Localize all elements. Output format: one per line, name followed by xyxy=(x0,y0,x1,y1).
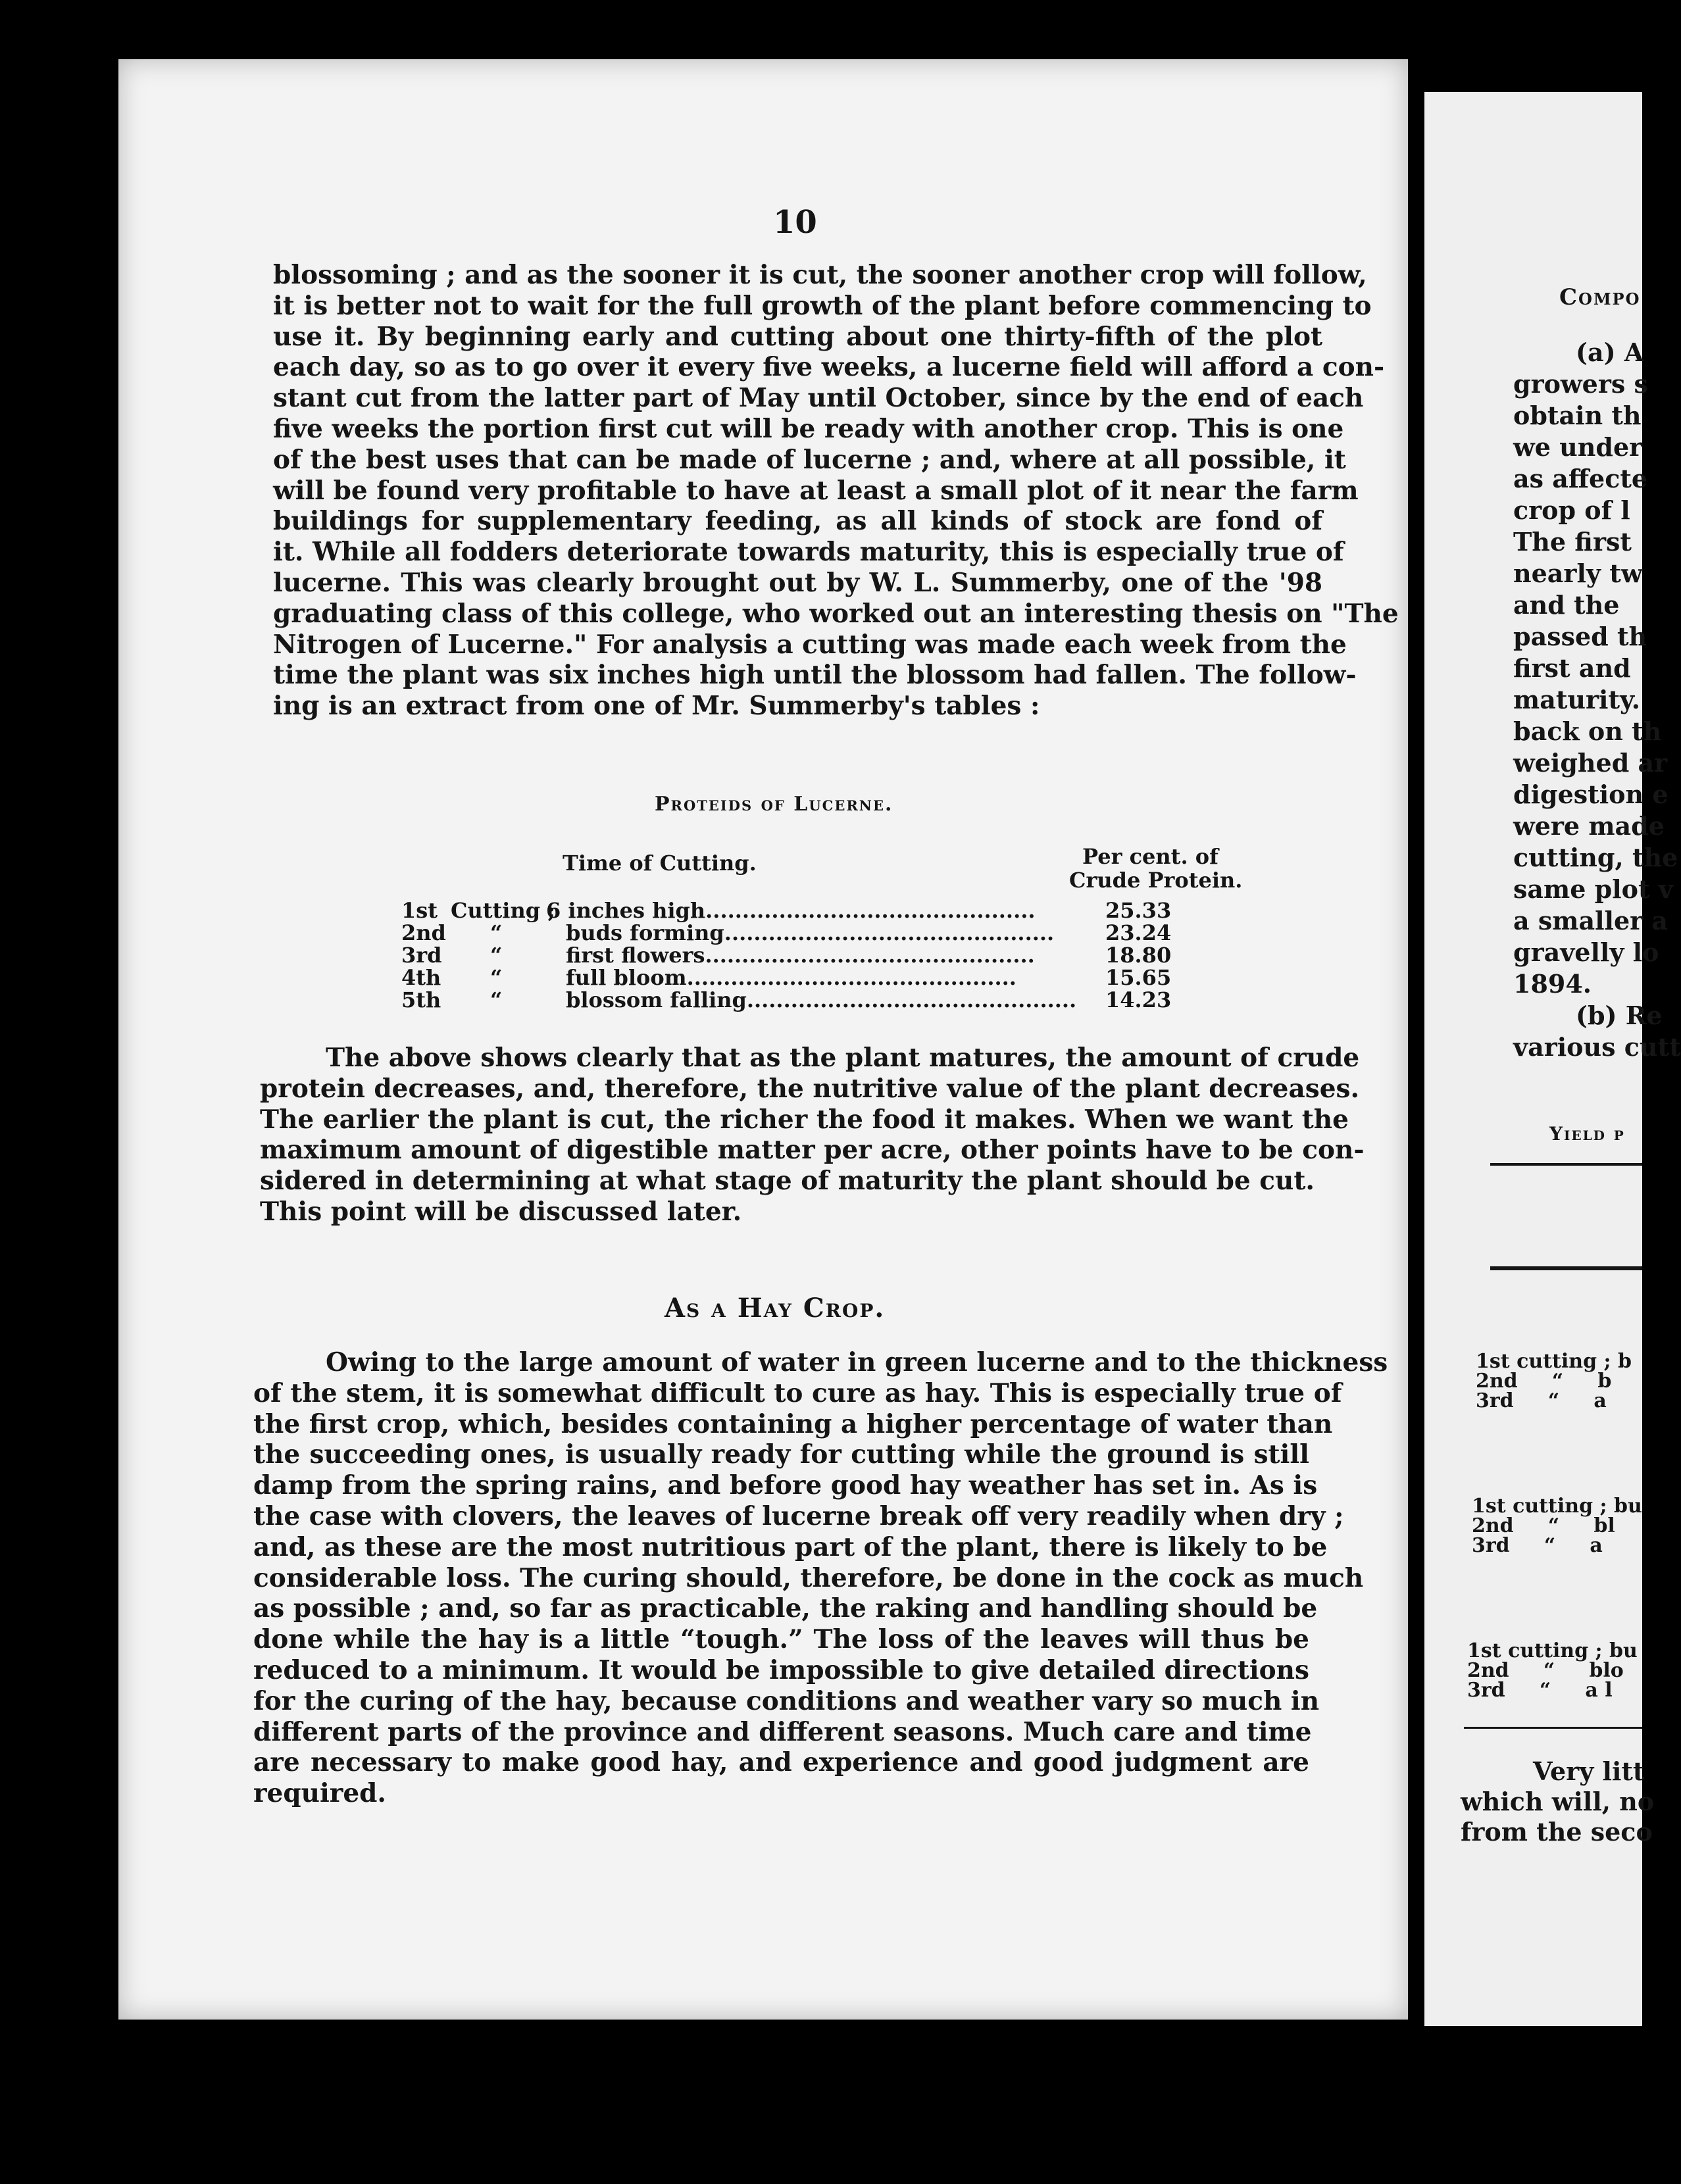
text-line: reduced to a minimum. It would be impossible to give detailed directions xyxy=(253,1654,1309,1685)
text-line: graduating class of this college, who worked out an interesting thesis on "The xyxy=(273,598,1399,629)
yield-group xyxy=(1467,1641,1638,1700)
yield-row: 3rd “ a xyxy=(1476,1389,1607,1412)
text-line: (b) Re xyxy=(1576,1001,1663,1030)
text-line: of the stem, it is somewhat difficult to cure as hay. This is especially true of xyxy=(253,1377,1342,1408)
text-line: sidered in determining at what stage of maturity the plant should be cut. xyxy=(260,1166,1315,1197)
text-line: each day, so as to go over it every five weeks, a lucerne field will afford a con- xyxy=(273,352,1385,383)
row-value: 15.65 xyxy=(1105,965,1172,990)
text-line: and the xyxy=(1513,590,1620,620)
yield-row: 3rd “ a l xyxy=(1467,1679,1613,1702)
row-value: 23.24 xyxy=(1105,920,1172,945)
section-heading: As a Hay Crop. xyxy=(665,1293,886,1324)
row-stage: 6 inches high............................................. xyxy=(546,898,1036,923)
table-row xyxy=(401,989,1257,1011)
paragraph-hay-crop xyxy=(253,1347,1388,1809)
text-line: various cutt xyxy=(1513,1032,1681,1062)
row-stage: buds forming............................................. xyxy=(566,920,1055,945)
table-row xyxy=(401,899,1257,922)
table-row xyxy=(401,944,1257,966)
yield-row: 1st cutting ; bu xyxy=(1472,1495,1642,1518)
row-mark: Cutting ; xyxy=(451,898,556,923)
text-line: use it. By beginning early and cutting about one thirty-fifth of the plot xyxy=(273,321,1322,352)
row-ordinal: 1st xyxy=(401,898,438,923)
text-line: first and xyxy=(1513,653,1631,683)
yield-heading: Yield p xyxy=(1549,1123,1625,1145)
text-line: considerable loss. The curing should, therefore, be done in the cock as much xyxy=(253,1562,1364,1593)
text-line: for the curing of the hay, because conditions and weather vary so much in xyxy=(253,1685,1320,1716)
text-line: protein decreases, and, therefore, the nutritive value of the plant decreases. xyxy=(260,1073,1360,1104)
text-line: five weeks the portion first cut will be ready with another crop. This is one xyxy=(273,413,1344,444)
text-line: digestion e xyxy=(1513,780,1668,809)
row-stage: first flowers............................................. xyxy=(566,943,1035,968)
text-line: The first xyxy=(1513,527,1632,557)
text-line: we under xyxy=(1513,432,1643,462)
table-rule xyxy=(1490,1266,1642,1270)
yield-group xyxy=(1472,1497,1642,1556)
text-line: (a) A xyxy=(1576,337,1644,367)
text-line: Owing to the large amount of water in green lucerne and to the thickness xyxy=(326,1347,1388,1377)
text-line: were made xyxy=(1513,811,1665,841)
yield-group xyxy=(1476,1352,1632,1411)
text-line: blossoming ; and as the sooner it is cut, the sooner another crop will follow, xyxy=(273,260,1367,290)
text-line: growers s xyxy=(1513,369,1648,399)
text-line: it is better not to wait for the full growth of the plant before commencing to xyxy=(273,290,1372,321)
yield-row: 3rd “ a xyxy=(1472,1534,1603,1557)
text-line: the first crop, which, besides containing a higher percentage of water than xyxy=(253,1408,1333,1439)
right-tail xyxy=(1461,1756,1654,1847)
proteids-table xyxy=(401,845,1257,1030)
paragraph-analysis xyxy=(260,1043,1365,1228)
row-ordinal: 5th xyxy=(401,987,441,1012)
text-line: as possible ; and, so far as practicable, the raking and handling should be xyxy=(253,1593,1318,1624)
paragraph-intro xyxy=(273,260,1399,722)
text-line: are necessary to make good hay, and experience and good judgment are xyxy=(253,1747,1309,1778)
text-line: cutting, the xyxy=(1513,843,1678,872)
text-line: This point will be discussed later. xyxy=(260,1196,742,1227)
row-mark: “ xyxy=(490,965,503,990)
text-line: same plot v xyxy=(1513,874,1673,904)
row-value: 14.23 xyxy=(1105,987,1172,1012)
right-paragraph xyxy=(1513,337,1681,1063)
row-ordinal: 3rd xyxy=(401,943,442,968)
text-line: the succeeding ones, is usually ready for cutting while the ground is still xyxy=(253,1439,1309,1470)
column-header-percent: Per cent. of xyxy=(1082,844,1218,869)
right-page-content xyxy=(1424,92,1681,2026)
text-line: lucerne. This was clearly brought out by W. L. Summerby, one of the '98 xyxy=(273,567,1322,598)
text-line: it. While all fodders deteriorate towards maturity, this is especially true of xyxy=(273,537,1344,568)
row-stage: full bloom............................................. xyxy=(566,965,1016,990)
text-line: maturity. xyxy=(1513,685,1640,714)
row-value: 18.80 xyxy=(1105,943,1172,968)
table-rule xyxy=(1464,1727,1642,1729)
row-mark: “ xyxy=(490,920,503,945)
yield-row: 2nd “ b xyxy=(1476,1370,1612,1393)
yield-row: 2nd “ bl xyxy=(1472,1514,1615,1537)
right-heading: Compo xyxy=(1559,284,1641,310)
text-line: obtain th xyxy=(1513,401,1642,430)
text-line: Very litt xyxy=(1533,1756,1645,1786)
text-line: and, as these are the most nutritious part of the plant, there is likely to be xyxy=(253,1531,1328,1562)
text-line: damp from the spring rains, and before good hay weather has set in. As is xyxy=(253,1470,1318,1501)
table-row xyxy=(401,966,1257,989)
row-mark: “ xyxy=(490,987,503,1012)
text-line: as affecte xyxy=(1513,464,1648,493)
text-line: ing is an extract from one of Mr. Summerby's tables : xyxy=(273,691,1040,722)
text-line: crop of l xyxy=(1513,495,1630,525)
row-ordinal: 4th xyxy=(401,965,441,990)
text-line: nearly tw xyxy=(1513,558,1643,588)
page-number: 10 xyxy=(773,204,817,241)
text-line: back on th xyxy=(1513,716,1662,746)
text-line: will be found very profitable to have at least a small plot of it near the farm xyxy=(273,475,1359,506)
text-line: Nitrogen of Lucerne." For analysis a cutting was made each week from the xyxy=(273,629,1347,660)
table-row xyxy=(401,922,1257,944)
text-line: passed th xyxy=(1513,622,1647,651)
text-line: stant cut from the latter part of May until October, since by the end of each xyxy=(273,383,1364,414)
row-value: 25.33 xyxy=(1105,898,1172,923)
text-line: time the plant was six inches high until the blossom had fallen. The follow- xyxy=(273,660,1357,691)
yield-row: 2nd “ blo xyxy=(1467,1659,1624,1682)
text-line: buildings for supplementary feeding, as all kinds of stock are fond of xyxy=(273,506,1322,537)
column-header-protein: Crude Protein. xyxy=(1069,868,1243,893)
table-title: Proteids of Lucerne. xyxy=(655,793,893,816)
text-line: of the best uses that can be made of lucerne ; and, where at all possible, it xyxy=(273,444,1346,475)
text-line: from the seco xyxy=(1461,1817,1653,1847)
column-header-time: Time of Cutting. xyxy=(563,851,757,876)
text-line: The above shows clearly that as the plant matures, the amount of crude xyxy=(326,1043,1360,1073)
yield-row: 1st cutting ; bu xyxy=(1467,1639,1638,1662)
text-line: the case with clovers, the leaves of lucerne break off very readily when dry ; xyxy=(253,1501,1344,1531)
text-line: a smaller a xyxy=(1513,906,1668,935)
text-line: gravelly lo xyxy=(1513,937,1659,967)
text-line: done while the hay is a little “tough.” The loss of the leaves will thus be xyxy=(253,1624,1309,1655)
table-rule xyxy=(1490,1163,1642,1166)
row-ordinal: 2nd xyxy=(401,920,446,945)
row-stage: blossom falling............................................. xyxy=(566,987,1077,1012)
text-line: which will, no xyxy=(1461,1787,1655,1816)
text-line: 1894. xyxy=(1513,969,1592,999)
text-line: The earlier the plant is cut, the richer the food it makes. When we want the xyxy=(260,1104,1349,1135)
text-line: different parts of the province and different seasons. Much care and time xyxy=(253,1716,1312,1747)
row-mark: “ xyxy=(490,943,503,968)
yield-row: 1st cutting ; b xyxy=(1476,1350,1632,1373)
text-line: maximum amount of digestible matter per acre, other points have to be con- xyxy=(260,1135,1365,1166)
text-line: required. xyxy=(253,1778,387,1809)
text-line: weighed ar xyxy=(1513,748,1668,778)
